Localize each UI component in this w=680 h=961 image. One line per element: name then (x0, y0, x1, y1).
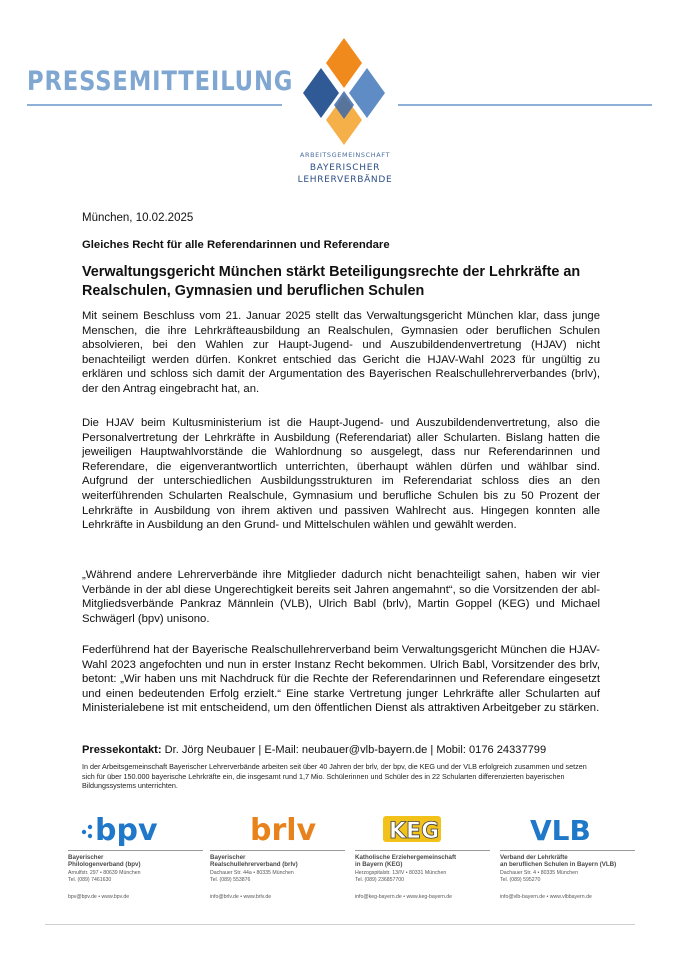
release-date: München, 10.02.2025 (82, 212, 194, 224)
bpv-web: bpv@bpv.de • www.bpv.de (68, 894, 130, 900)
brlv-name: Bayerischer Realschullehrerverband (brlv) (210, 854, 298, 869)
bpv-address: Arnulfstr. 297 • 80639 München Tel. (089) 7461630 (68, 870, 141, 883)
logo-divider (355, 850, 490, 851)
brlv-logo-block (210, 810, 345, 910)
brlv-logo-icon (210, 810, 345, 846)
logo-divider (500, 850, 635, 851)
boilerplate-text: In der Arbeitsgemeinschaft Bayerischer Lehrerverbände arbeiten seit über 40 Jahren der brlv, der bpv, die KEG und der VLB erfolgreich zusammen und setzen sich für über 150.000 bayerische Lehrkräfte ein, die insgesamt rund 1,7 Mio. Schülerinnen und Schüler des in 22 Schularten differenzierten bayerischen Bildungssystems unterrichten. (82, 762, 587, 791)
vlb-logo-icon (500, 810, 635, 846)
press-contact-details: Dr. Jörg Neubauer | E-Mail: neubauer@vlb-bayern.de | Mobil: 0176 24337799 (161, 744, 547, 756)
press-contact (82, 744, 546, 756)
headline: Verwaltungsgericht München stärkt Beteiligungsrechte der Lehrkräfte an Realschulen, Gymnasien und beruflichen Schulen (82, 264, 581, 299)
brlv-address: Dachauer Str. 44a • 80335 München Tel. (089) 553876 (210, 870, 294, 883)
header-rule-right (398, 104, 652, 106)
bpv-logo-icon (68, 810, 203, 846)
org-name-line3: LEHRERVERBÄNDE (297, 175, 393, 185)
bpv-name: Bayerischer Philologenverband (bpv) (68, 854, 141, 869)
vlb-web: info@vlb-bayern.de • www.vlbbayern.de (500, 894, 592, 900)
logo-divider (210, 850, 345, 851)
header-rule-left (27, 104, 282, 106)
vlb-logo-text: VLB (530, 814, 591, 846)
org-name-line1: ARBEITSGEMEINSCHAFT (299, 151, 391, 159)
subheadline: Gleiches Recht für alle Referendarinnen und Referendare (82, 239, 390, 251)
paragraph: Mit seinem Beschluss vom 21. Januar 2025 stellt das Verwaltungsgericht München klar, dass junge Menschen, die ihre Lehrkräfteausbildung an Realschulen, Gymnasien oder beruflichen Schulen absolvieren, bei den Wahlen zur Haupt-Jugend- und Auszubildendenvertretung (HJAV) nicht benachteiligt werden dürfen. Konkret entschied das Gericht die HJAV-Wahl 2023 für ungültig zu erklären und schloss sich damit der Argumentation des Bayerischen Realschullehrerverbandes (brlv), der den Antrag eingebracht hat, an. (82, 310, 600, 395)
keg-logo-block (355, 810, 490, 910)
brlv-web: info@brlv.de • www.brlv.de (210, 894, 272, 900)
org-name-line2: BAYERISCHER (309, 163, 381, 173)
bpv-logo-block (68, 810, 203, 910)
vlb-name: Verband der Lehrkräfte an beruflichen Schulen in Bayern (VLB) (500, 854, 617, 869)
vlb-address: Dachauer Str. 4 • 80335 München Tel. (089) 595270 (500, 870, 578, 883)
keg-web: info@keg-bayern.de • www.keg-bayern.de (355, 894, 453, 900)
press-contact-label: Pressekontakt: (82, 744, 162, 756)
vlb-logo-block (500, 810, 635, 910)
logo-divider (68, 850, 203, 851)
brlv-logo-text: brlv (250, 813, 317, 846)
bpv-logo-text: bpv (95, 813, 158, 846)
keg-address: Herzogspitalstr. 13/IV • 80331 München Tel. (089) 236857700 (355, 870, 447, 883)
paragraph: Die HJAV beim Kultusministerium ist die Haupt-Jugend- und Auszubildendenvertretung, also die Personalvertretung der Lehrkräfte in Ausbildung (Referendariat) aller Schularten. Bislang hatten die jeweiligen Hauptwahlvorstände die Wahlordnung so ausgelegt, dass nur Referendarinnen und Referendare, die eigenverantwortlich unterrichten, überhaupt wählen dürfen und wählbar sind. Aufgrund der unterschiedlichen Ausbildungsstrukturen im Referendariat schloss dies an den weiterführenden Schularten Realschule, Gymnasium und berufliche Schulen bis zu 50 Prozent der Lehrkräfte in Ausbildung von ihrem aktiven und passiven Wahlrecht aus. Hingegen konnten alle Lehrkräfte in Ausbildung an den Grund- und Mittelschulen wählen und gewählt werden. (82, 417, 600, 532)
footer-rule (45, 924, 635, 925)
paragraph: „Während andere Lehrerverbände ihre Mitglieder dadurch nicht benachteiligt sahen, haben wir vier Verbände in der abl diese Ungerechtigkeit bereits seit Jahren angemahnt“, so die Vorsitzenden der abl-Mitgliedsverbände Pankraz Männlein (VLB), Ulrich Babl (brlv), Martin Goppel (KEG) und Michael Schwägerl (bpv) unisono. (82, 569, 600, 625)
abl-diamond-logo-icon (298, 38, 390, 148)
press-release-title: PRESSEMITTEILUNG (27, 66, 294, 97)
keg-name: Katholische Erziehergemeinschaft in Bayern (KEG) (355, 854, 457, 869)
keg-logo-icon (355, 810, 490, 846)
paragraph: Federführend hat der Bayerische Realschullehrerverband beim Verwaltungsgericht München die HJAV-Wahl 2023 angefochten und nun in erster Instanz Recht bekommen. Ulrich Babl, Vorsitzender des brlv, betont: „Wir haben uns mit Nachdruck für die Rechte der Referendarinnen und Referendare eingesetzt und einen bedeutenden Erfolg erzielt.“ Eine starke Vertretung junger Lehrkräfte aller Schularten auf Ministerialebene ist mit entscheidend, um den öffentlichen Dienst als attraktiven Arbeitgeber zu stärken. (82, 644, 600, 715)
keg-logo-text: KEG (389, 819, 440, 844)
